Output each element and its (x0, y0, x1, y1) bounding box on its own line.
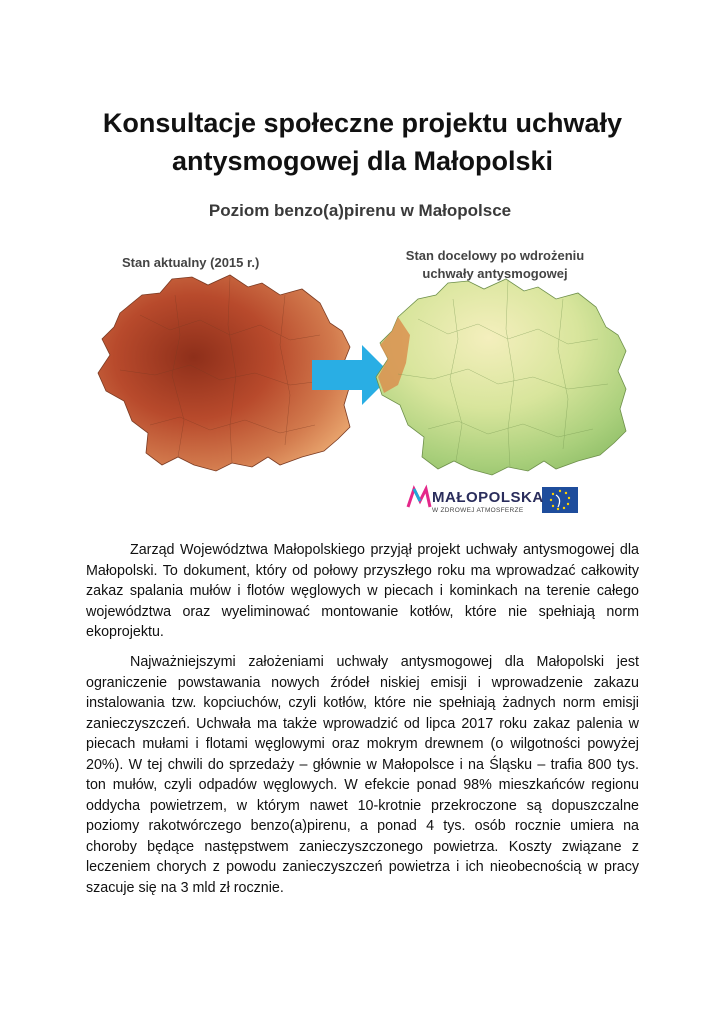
figure-title: Poziom benzo(a)pirenu w Małopolsce (208, 201, 512, 220)
malopolska-logo-icon (408, 489, 430, 507)
paragraph-1 (86, 540, 639, 643)
target-state-label (370, 247, 620, 283)
paragraph-2-text: Najważniejszymi założeniami uchwały antysmogowej dla Małopolski jest ograniczenie powstawania nowych źródeł niskiej emisji i wprowadzenie zakazu instalowania tzw. kopciuchów, czyli kotłów, które nie spełniają żadnych norm emisji zanieczyszczeń. Uchwała ma także wprowadzić od lipca 2017 roku zakaz palenia w piecach mułami i flotami węglowymi oraz mokrym drewnem (o wilgotności powyżej 20%). W tej chwili do sprzedaży – głównie w Małopolsce i na Śląsku – trafia 800 tys. ton mułów, czyli odpadów węglowych. W efekcie ponad 98% mieszkańców regionu oddycha powietrzem, w którym nawet 10-krotnie przekroczone są dopuszczalne poziomy rakotwórczego benzo(a)pirenu, a ponad 4 tys. osób rocznie umiera na choroby będące następstwem zanieczyszczonego powietrza. Koszty związane z leczeniem chorych z powodu zanieczyszczeń powietrza i ich nieobecnością w pracy szacuje się na 3 mld zł rocznie. (86, 654, 639, 896)
target-state-label-line1: Stan docelowy po wdrożeniu (405, 248, 585, 263)
current-state-label: Stan aktualny (2015 r.) (122, 255, 260, 270)
benzo-a-pyrene-figure (80, 195, 640, 525)
maps-illustration (80, 195, 640, 525)
paragraph-2 (86, 652, 639, 898)
paragraph-1-text: Zarząd Województwa Małopolskiego przyjął projekt uchwały antysmogowej dla Małopolski. To dokument, który od połowy przyszłego roku ma wprowadzać całkowity zakaz spalania mułów i flotów węglowych w piecach i kominkach na terenie całego województwa oraz wyeliminować montowanie kotłów, które nie spełniają norm ekoprojektu. (86, 542, 639, 640)
target-state-label-line2: uchwały antysmogowej (422, 266, 568, 281)
target-state-map (376, 279, 626, 475)
malopolska-logo-subtitle: W ZDROWEJ ATMOSFERZE (432, 507, 524, 514)
eu-flag-icon (542, 487, 578, 513)
page-title: Konsultacje społeczne projektu uchwały antysmogowej dla Małopolski (102, 108, 623, 176)
malopolska-logo-text: MAŁOPOLSKA (432, 489, 544, 506)
